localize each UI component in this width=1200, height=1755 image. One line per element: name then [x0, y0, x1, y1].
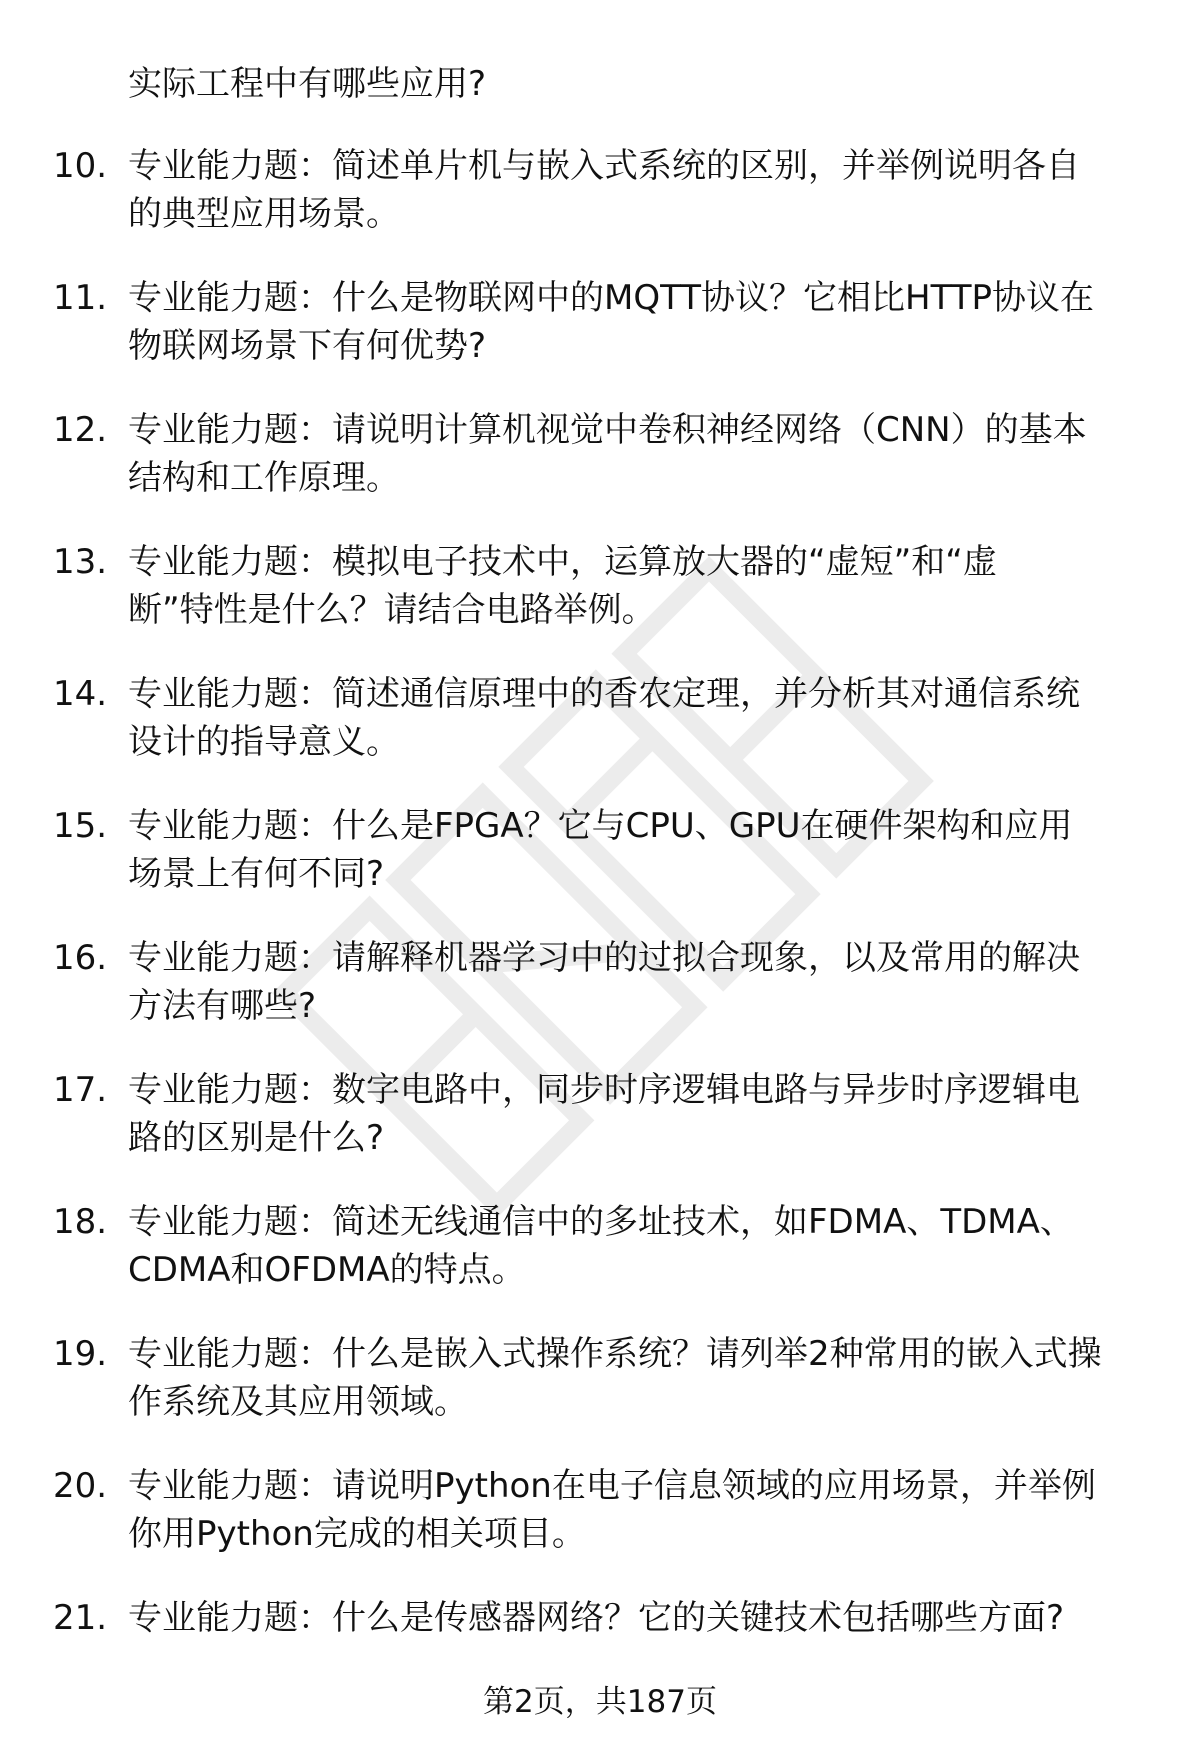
continued-question-text: 实际工程中有哪些应用? [128, 64, 487, 104]
question-number: 12. [53, 410, 108, 450]
question-text-line: 专业能力题：什么是传感器网络？它的关键技术包括哪些方面? [128, 1598, 1065, 1638]
question-text [128, 274, 1168, 370]
question-item [0, 262, 1200, 394]
question-text [128, 1594, 1168, 1642]
question-text-line: 专业能力题：什么是FPGA？它与CPU、GPU在硬件架构和应用 [128, 806, 1073, 846]
question-text [128, 670, 1168, 766]
question-text [128, 538, 1168, 634]
question-number: 17. [53, 1070, 108, 1110]
question-item [0, 1450, 1200, 1582]
question-text [128, 1198, 1168, 1294]
question-text [128, 1330, 1168, 1426]
question-number: 13. [53, 542, 108, 582]
question-text [128, 1462, 1168, 1558]
question-text-line: 专业能力题：请说明Python在电子信息领域的应用场景，并举例 [128, 1466, 1096, 1506]
question-number: 11. [53, 278, 108, 318]
question-text-line: 设计的指导意义。 [128, 722, 400, 762]
page-footer: 第2页，共187页 [483, 1684, 717, 1720]
question-text-line: 专业能力题：数字电路中，同步时序逻辑电路与异步时序逻辑电 [128, 1070, 1080, 1110]
question-text [128, 406, 1168, 502]
question-number: 20. [53, 1466, 108, 1506]
question-text-line: 场景上有何不同? [128, 854, 385, 894]
question-text-line: 专业能力题：请说明计算机视觉中卷积神经网络（CNN）的基本 [128, 410, 1087, 450]
question-text-line: 物联网场景下有何优势? [128, 326, 487, 366]
question-text-line: CDMA和OFDMA的特点。 [128, 1250, 526, 1290]
question-item [0, 1318, 1200, 1450]
question-item [0, 658, 1200, 790]
question-number: 18. [53, 1202, 108, 1242]
question-list [0, 130, 1200, 1714]
question-number: 21. [53, 1598, 108, 1638]
question-text-line: 专业能力题：什么是物联网中的MQTT协议？它相比HTTP协议在 [128, 278, 1095, 318]
question-text-line: 的典型应用场景。 [128, 194, 400, 234]
question-text-line: 结构和工作原理。 [128, 458, 400, 498]
question-item [0, 1054, 1200, 1186]
question-item [0, 394, 1200, 526]
question-item [0, 790, 1200, 922]
question-text-line: 方法有哪些? [128, 986, 317, 1026]
question-item [0, 526, 1200, 658]
question-number: 16. [53, 938, 108, 978]
question-text-line: 专业能力题：简述单片机与嵌入式系统的区别，并举例说明各自 [128, 146, 1080, 186]
question-text-line: 专业能力题：简述无线通信中的多址技术，如FDMA、TDMA、 [128, 1202, 1074, 1242]
question-text [128, 142, 1168, 238]
question-number: 15. [53, 806, 108, 846]
question-text-line: 专业能力题：简述通信原理中的香农定理，并分析其对通信系统 [128, 674, 1080, 714]
question-item [0, 130, 1200, 262]
question-number: 10. [53, 146, 108, 186]
question-text-line: 专业能力题：请解释机器学习中的过拟合现象，以及常用的解决 [128, 938, 1080, 978]
question-number: 19. [53, 1334, 108, 1374]
question-text-line: 专业能力题：什么是嵌入式操作系统？请列举2种常用的嵌入式操 [128, 1334, 1102, 1374]
question-item [0, 1186, 1200, 1318]
question-text [128, 802, 1168, 898]
question-text-line: 断”特性是什么？请结合电路举例。 [128, 590, 656, 630]
question-text [128, 1066, 1168, 1162]
question-text-line: 专业能力题：模拟电子技术中，运算放大器的“虚短”和“虚 [128, 542, 997, 582]
question-text [128, 934, 1168, 1030]
question-item [0, 922, 1200, 1054]
question-text-line: 路的区别是什么? [128, 1118, 385, 1158]
question-number: 14. [53, 674, 108, 714]
question-text-line: 作系统及其应用领域。 [128, 1382, 468, 1422]
question-text-line: 你用Python完成的相关项目。 [128, 1514, 586, 1554]
